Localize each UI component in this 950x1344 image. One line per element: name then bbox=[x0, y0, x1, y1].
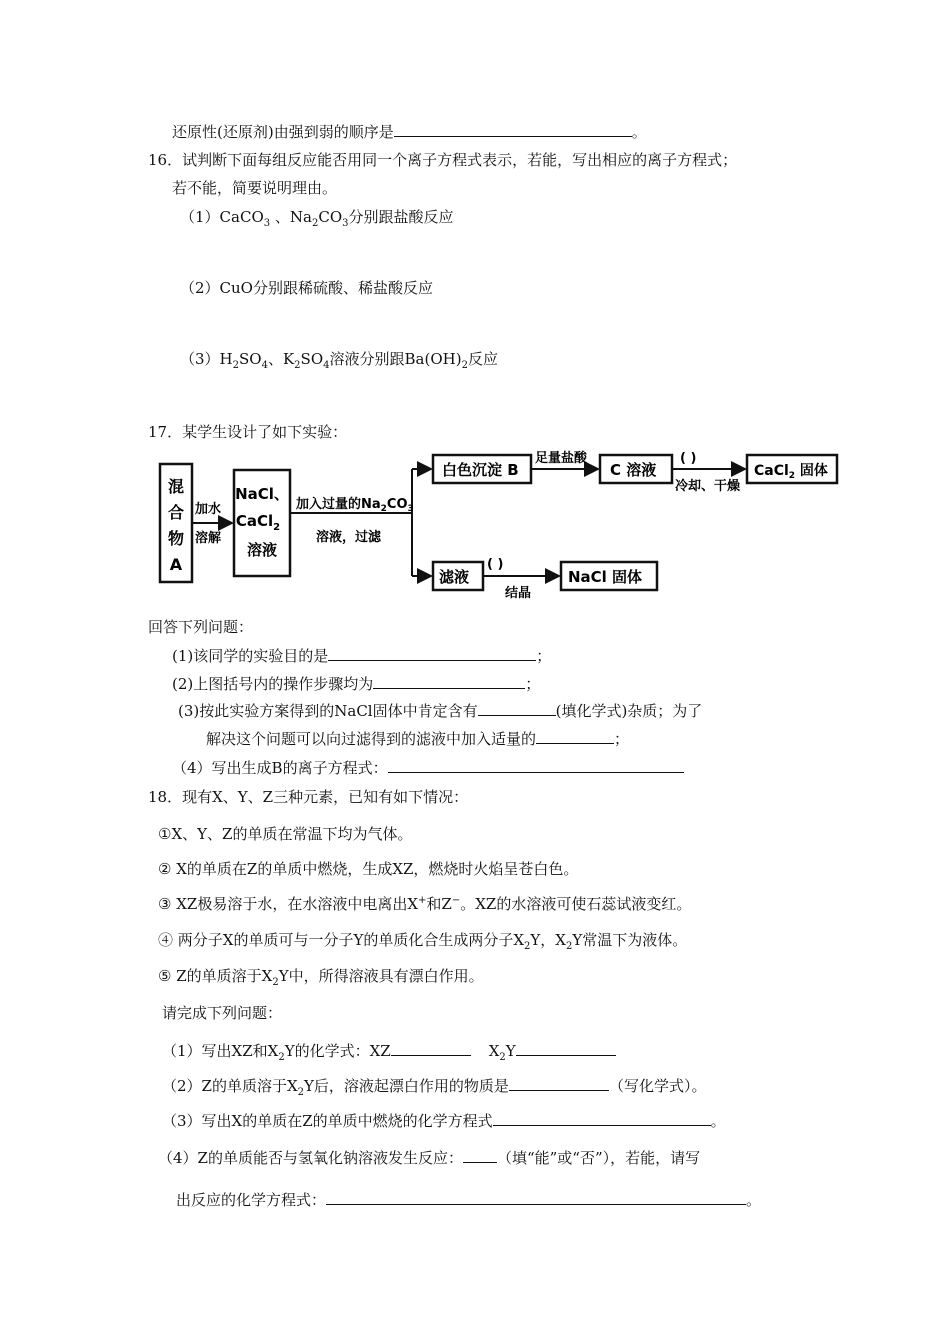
box-mix-line3: 溶液 bbox=[246, 541, 278, 559]
label-cool-dry: 冷却、干燥 bbox=[675, 479, 741, 494]
q18-a2: （2）Z的单质溶于$X_2Y$后，溶液起漂白作用的物质是 （写化学式）。 bbox=[162, 1077, 707, 1098]
answer-blank[interactable] bbox=[463, 1147, 497, 1163]
box-a-char: 物 bbox=[167, 529, 185, 548]
box-a-char: 混 bbox=[167, 477, 185, 496]
label-dissolve: 溶解 bbox=[195, 531, 222, 546]
answer-blank[interactable] bbox=[326, 1189, 746, 1205]
box-precipitate-label: 白色沉淀 B bbox=[442, 461, 519, 479]
q18-condition-5: ⑤ Z的单质溶于$X_2Y$中，所得溶液具有漂白作用。 bbox=[158, 967, 484, 988]
answer-blank[interactable] bbox=[478, 700, 556, 716]
box-a-char: 合 bbox=[167, 503, 185, 522]
answer-blank[interactable] bbox=[394, 121, 632, 137]
q18-stem: 18．现有X、Y、Z三种元素，已知有如下情况： bbox=[148, 788, 469, 806]
box-c-label: C 溶液 bbox=[610, 461, 657, 479]
q17-a1: (1)该同学的实验目的是 ； bbox=[172, 647, 552, 665]
q17-a3-line2: 解决这个问题可以向过滤得到的滤液中加入适量的 ； bbox=[206, 730, 630, 748]
label-add-water: 加水 bbox=[195, 502, 222, 517]
q18-a4-line2: 出反应的化学方程式： 。 bbox=[176, 1191, 762, 1209]
q18-a3: （3）写出X的单质在Z的单质中燃烧的化学方程式 。 bbox=[162, 1112, 726, 1130]
label-solution-filter: 溶液，过滤 bbox=[316, 530, 382, 545]
q16-part2: （2）CuO分别跟稀硫酸、稀盐酸反应 bbox=[180, 279, 433, 297]
label-excess-hcl: 足量盐酸 bbox=[535, 451, 588, 466]
q17-answer-header: 回答下列问题： bbox=[148, 618, 254, 636]
q18-ask: 请完成下列问题： bbox=[162, 1004, 283, 1022]
q18-condition-4: ④ 两分子X的单质可与一分子Y的单质化合生成两分子$X_2Y$，$X_2Y$常温下为液体。 bbox=[158, 931, 688, 952]
q17-a4: （4）写出生成B的离子方程式： bbox=[172, 757, 684, 778]
box-filtrate-label: 滤液 bbox=[439, 568, 470, 586]
q16-stem-line2: 若不能，简要说明理由。 bbox=[172, 179, 338, 197]
q17-a2: (2)上图括号内的操作步骤均为 ； bbox=[172, 675, 541, 693]
paren-blank-bottom: ( ) bbox=[487, 557, 504, 572]
box-mix-line1: NaCl、 bbox=[235, 485, 289, 503]
q16-part1: （1）CaCO$_3$ 、$Na_2CO_3$分别跟盐酸反应 bbox=[180, 208, 454, 229]
box-nacl-label: NaCl 固体 bbox=[568, 568, 643, 586]
answer-blank[interactable] bbox=[536, 728, 614, 744]
answer-blank[interactable] bbox=[493, 1110, 711, 1126]
q18-condition-3: ③ XZ极易溶于水，在水溶液中电离出X+和Z−。XZ的水溶液可使石蕊试液变红。 bbox=[158, 895, 692, 913]
q18-condition-2: ② X的单质在Z的单质中燃烧，生成XZ，燃烧时火焰呈苍白色。 bbox=[158, 860, 579, 878]
experiment-flowchart bbox=[150, 440, 850, 605]
answer-blank[interactable] bbox=[516, 1040, 616, 1056]
answer-blank[interactable] bbox=[373, 673, 525, 689]
label-crystallize: 结晶 bbox=[505, 586, 532, 601]
q16-stem-line1: 16．试判断下面每组反应能否用同一个离子方程式表示，若能，写出相应的离子方程式； bbox=[148, 151, 738, 169]
answer-blank[interactable] bbox=[388, 757, 684, 773]
q18-a4-line1: （4）Z的单质能否与氢氧化钠溶液发生反应： （填“能”或“否”），若能，请写 bbox=[158, 1149, 701, 1167]
answer-blank[interactable] bbox=[328, 645, 536, 661]
box-mix-line2: CaCl$_2$ bbox=[235, 512, 281, 533]
q16-part3: $(3)H_2SO_4$、$K_2SO_4$溶液分别跟$Ba(OH)_2$反应 bbox=[180, 350, 498, 371]
paren-blank-top: ( ) bbox=[680, 451, 697, 466]
box-cacl2-label: CaCl$_2$ 固体 bbox=[754, 463, 828, 481]
answer-blank[interactable] bbox=[509, 1075, 609, 1091]
label-add-na2co3: 加入过量的$Na_2CO_3$ bbox=[296, 497, 414, 514]
q18-condition-1: ①X、Y、Z的单质在常温下均为气体。 bbox=[158, 825, 413, 843]
q17-a3-line1: (3)按此实验方案得到的NaCl固体中肯定含有 (填化学式)杂质；为了 bbox=[178, 702, 703, 720]
prev-question-tail: 还原性(还原剂)由强到弱的顺序是 。 bbox=[172, 123, 647, 141]
q17-stem: 17．某学生设计了如下实验： bbox=[148, 423, 348, 441]
box-a-char: A bbox=[169, 555, 183, 574]
q18-a1: （1）写出XZ和$X_2Y$的化学式：XZ $X_2Y$ bbox=[162, 1040, 616, 1061]
answer-blank[interactable] bbox=[391, 1040, 471, 1056]
